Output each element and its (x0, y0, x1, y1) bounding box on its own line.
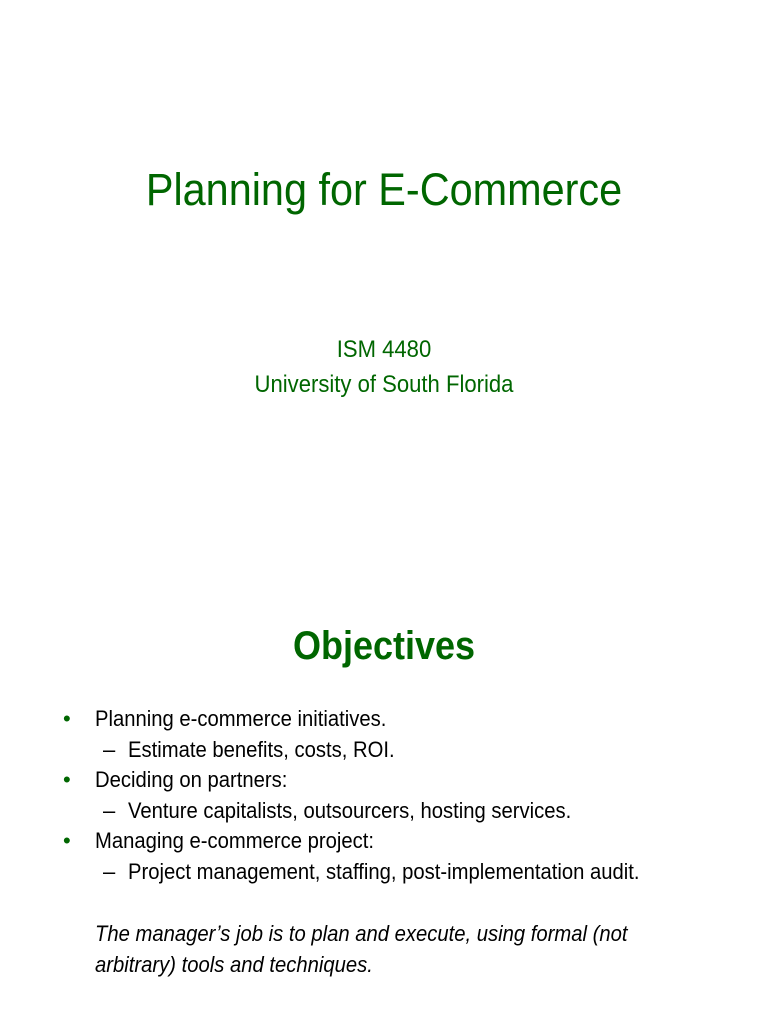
sub-bullet-item: Venture capitalists, outsourcers, hosting services. (128, 798, 572, 823)
bullet-item: Deciding on partners: (95, 767, 288, 792)
university-name: University of South Florida (254, 371, 514, 398)
slide-title: Planning for E-Commerce (145, 164, 623, 215)
note-line: The manager’s job is to plan and execute, using formal (not (95, 921, 628, 946)
bullet-item: Planning e-commerce initiatives. (95, 706, 387, 731)
dash-icon: – (103, 859, 116, 884)
note-line: arbitrary) tools and techniques. (95, 952, 373, 977)
manager-note (95, 918, 665, 980)
dash-icon: – (103, 737, 116, 762)
sub-bullet-item: Estimate benefits, costs, ROI. (128, 737, 395, 762)
bullet-icon: • (63, 828, 71, 853)
course-code: ISM 4480 (336, 336, 432, 363)
objectives-heading: Objectives (292, 624, 476, 668)
bullet-icon: • (63, 767, 71, 792)
objectives-slide (0, 512, 768, 1024)
bullet-icon: • (63, 706, 71, 731)
sub-bullet-item: Project management, staffing, post-implementation audit. (128, 859, 640, 884)
dash-icon: – (103, 798, 116, 823)
bullet-item: Managing e-commerce project: (95, 828, 374, 853)
